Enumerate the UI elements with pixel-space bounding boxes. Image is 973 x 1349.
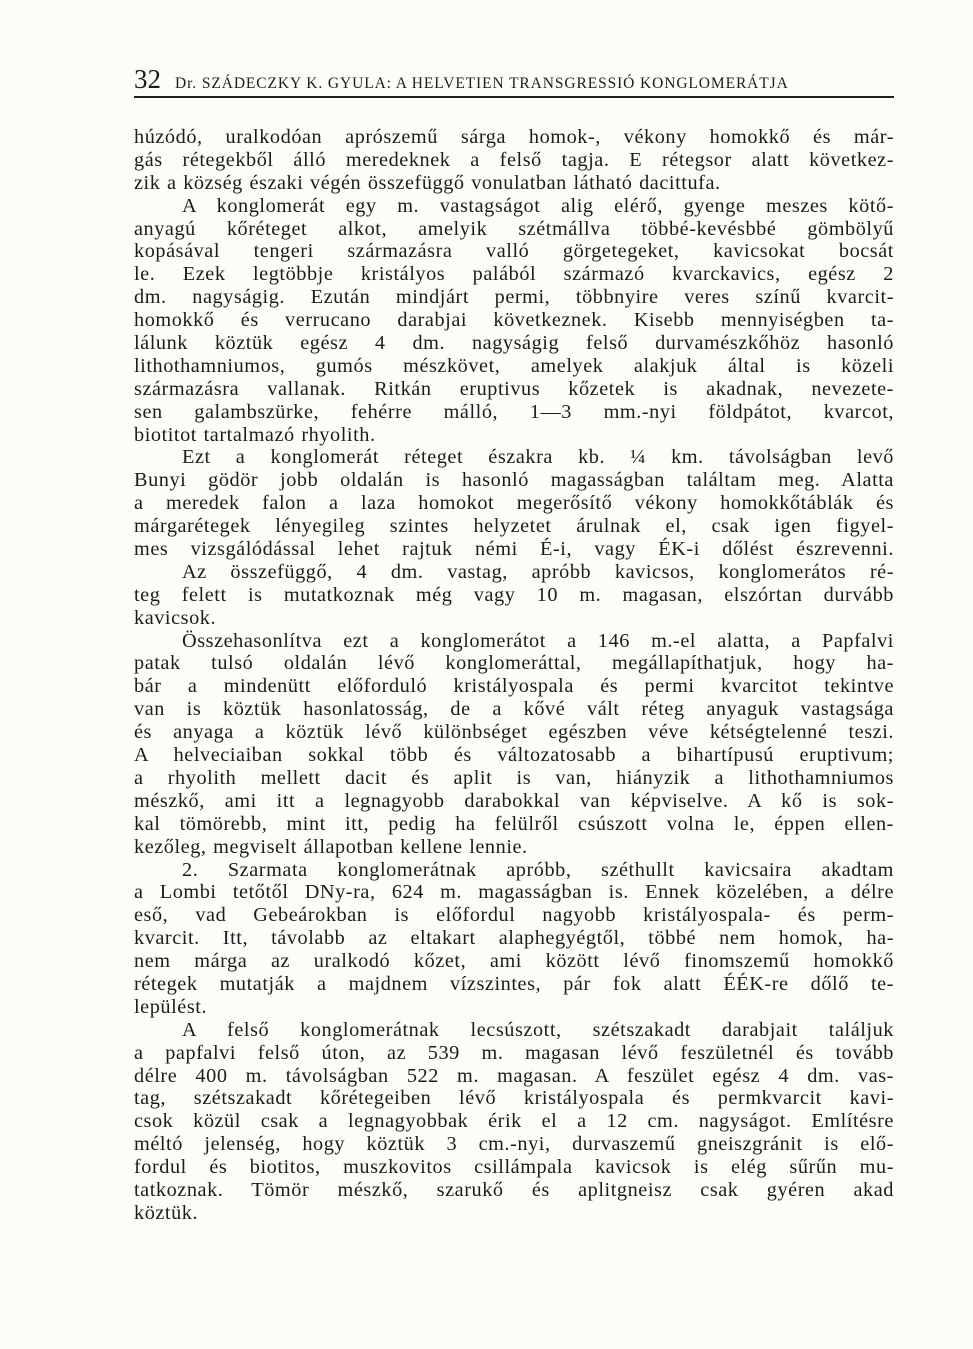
text-line: köztük. [134, 1201, 199, 1224]
text-line: rétegek mutatják a majdnem vízszintes, pár fok alatt ÉÉK-re dőlő te- [134, 972, 894, 995]
body-text [134, 126, 894, 1225]
text-line: lálunk köztük egész 4 dm. nagyságig felső durvamészkőhöz hasonló [134, 332, 894, 355]
text-line: Ezt a konglomerát réteget északra kb. ¼ km. távolságban levő [182, 446, 894, 469]
text-line: származásra vallanak. Ritkán eruptivus kőzetek is akadnak, nevezete- [134, 377, 894, 400]
text-line: gás rétegekből álló meredeknek a felső tagja. E rétegsor alatt következ- [134, 148, 894, 171]
text-line: tatkoznak. Tömör mészkő, szarukő és aplitgneisz csak gyéren akad [134, 1178, 894, 1201]
text-line: 2. Szarmata konglomerátnak apróbb, széthullt kavicsaira akadtam [182, 858, 894, 881]
text-line: zik a község északi végén összefüggő vonulatban látható dacittufa. [134, 171, 721, 194]
text-line: lithothamniumos, gumós mészkövet, amelyek alakjuk által is közeli [134, 354, 894, 377]
text-line: márgarétegek lényegileg szintes helyzetet árulnak el, csak igen figyel- [134, 515, 894, 538]
text-line: a meredek falon a laza homokot megerősítő vékony homokkőtáblák és [134, 492, 894, 515]
text-line: a rhyolith mellett dacit és aplit is van, hiányzik a lithothamniumos [134, 766, 894, 789]
text-line: homokkő és verrucano darabjai következnek. Kisebb mennyiségben ta- [134, 309, 894, 332]
page-header [134, 64, 894, 94]
text-line: teg felett is mutatkoznak még vagy 10 m. magasan, elszórtan durvább [134, 583, 894, 606]
text-line: délre 400 m. távolságban 522 m. magasan. A feszület egész 4 dm. vas- [134, 1064, 894, 1087]
text-line: sen galambszürke, fehérre málló, 1—3 mm.-nyi földpátot, kvarcot, [134, 400, 894, 423]
running-title: Dr. SZÁDECZKY K. GYULA: A HELVETIEN TRANSGRESSIÓ KONGLOMERÁTJA [175, 75, 789, 92]
text-line: mes vizsgálódással lehet rajtuk némi É-i, vagy ÉK-i dőlést észrevenni. [134, 538, 894, 561]
text-line: csok közül csak a legnagyobbak érik el a 12 cm. nagyságot. Említésre [134, 1110, 894, 1133]
text-line: a papfalvi felső úton, az 539 m. magasan lévő feszületnél és tovább [134, 1041, 894, 1064]
text-line: és anyaga a köztük lévő különbséget egészben véve kétségtelenné teszi. [134, 721, 894, 744]
text-line: patak tulsó oldalán lévő konglomeráttal, megállapíthatjuk, hogy ha- [134, 652, 894, 675]
text-line: Az összefüggő, 4 dm. vastag, apróbb kavicsos, konglomerátos ré- [182, 560, 894, 583]
text-line: bár a mindenütt előforduló kristályospala és permi kvarcitot tekintve [134, 675, 894, 698]
text-line: tag, szétszakadt kőrétegeiben lévő kristályospala és permkvarcit kavi- [134, 1087, 894, 1110]
text-line: dm. nagyságig. Ezután mindjárt permi, többnyire veres színű kvarcit- [134, 286, 894, 309]
text-line: A konglomerát egy m. vastagságot alig elérő, gyenge meszes kötő- [182, 194, 894, 217]
text-line: lepülést. [134, 995, 208, 1018]
text-line: Bunyi gödör jobb oldalán is hasonló magasságban találtam meg. Alatta [134, 469, 894, 492]
text-line: kopásával tengeri származásra valló görgetegeket, kavicsokat bocsát [134, 240, 894, 263]
text-line: van is köztük hasonlatosság, de a kővé vált réteg anyaguk vastagsága [134, 698, 894, 721]
text-line: kavicsok. [134, 606, 217, 629]
text-line: kvarcit. Itt, távolabb az eltakart alaphegyégtől, többé nem homok, ha- [134, 927, 894, 950]
text-line: nem márga az uralkodó kőzet, ami között lévő finomszemű homokkő [134, 950, 894, 973]
text-line: biotitot tartalmazó rhyolith. [134, 423, 376, 446]
page-number: 32 [134, 64, 161, 94]
text-line: fordul és biotitos, muszkovitos csillámpala kavicsok is elég sűrűn mu- [134, 1156, 894, 1179]
text-line: kal tömörebb, mint itt, pedig ha felülről csúszott volna le, éppen ellen- [134, 812, 894, 835]
text-line: le. Ezek legtöbbje kristályos palából származó kvarckavics, egész 2 [134, 263, 894, 286]
header-rule [134, 96, 894, 98]
text-line: méltó jelenség, hogy köztük 3 cm.-nyi, durvaszemű gneiszgránit is elő- [134, 1133, 894, 1156]
text-line: a Lombi tetőtől DNy-ra, 624 m. magasságban is. Ennek közelében, a délre [134, 881, 894, 904]
text-line: A helveciaiban sokkal több és változatosabb a bihartípusú eruptivum; [134, 744, 894, 767]
text-line: húzódó, uralkodóan aprószemű sárga homok-, vékony homokkő és már- [134, 126, 894, 148]
text-line: Összehasonlítva ezt a konglomerátot a 146 m.-el alatta, a Papfalvi [182, 629, 894, 652]
text-line: anyagú kőréteget alkot, amelyik szétmállva többé-kevésbbé gömbölyű [134, 217, 894, 240]
text-line: eső, vad Gebeárokban is előfordul nagyobb kristályospala- és perm- [134, 904, 894, 927]
text-line: mészkő, ami itt a legnagyobb darabokkal van képviselve. A kő is sok- [134, 789, 894, 812]
text-line: A felső konglomerátnak lecsúszott, szétszakadt darabjait találjuk [182, 1018, 894, 1041]
text-line: kezőleg, megviselt állapotban kellene lennie. [134, 835, 528, 858]
